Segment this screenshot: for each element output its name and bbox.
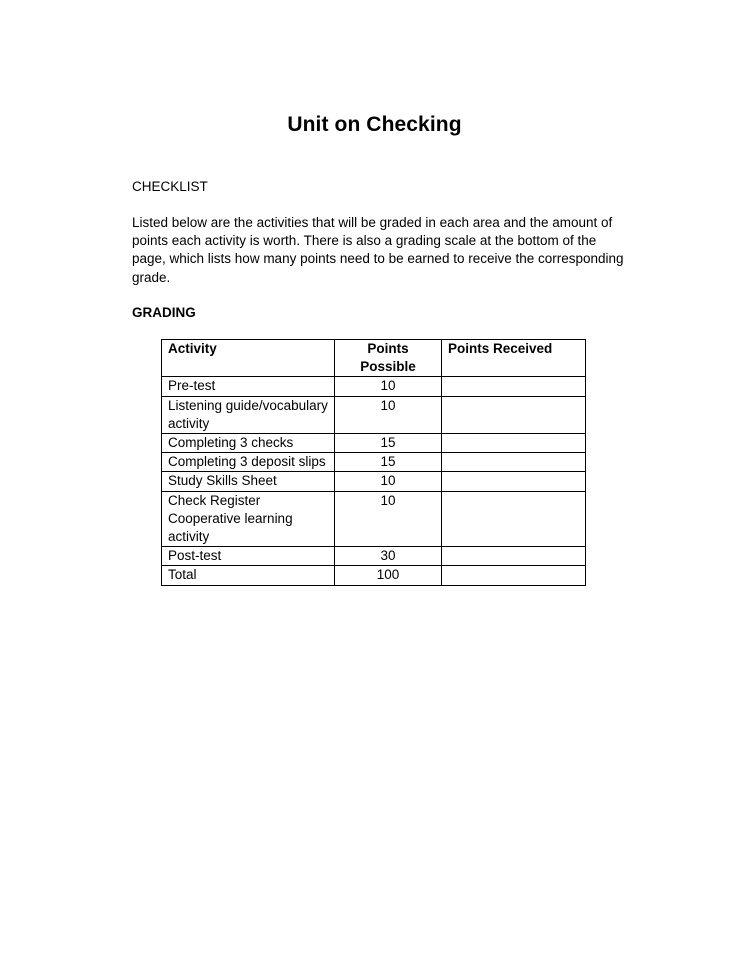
points-possible-cell: 10 xyxy=(335,472,442,491)
grading-heading: GRADING xyxy=(132,305,196,320)
points-possible-cell: 100 xyxy=(335,566,442,585)
points-received-cell xyxy=(442,472,586,491)
table-row xyxy=(162,566,586,585)
header-points-received: Points Received xyxy=(442,340,586,377)
header-activity: Activity xyxy=(162,340,335,377)
points-possible-cell: 10 xyxy=(335,491,442,547)
points-possible-cell: 10 xyxy=(335,396,442,433)
activity-cell: Completing 3 deposit slips xyxy=(162,453,335,472)
points-received-cell xyxy=(442,547,586,566)
table-row xyxy=(162,472,586,491)
points-possible-cell: 10 xyxy=(335,377,442,396)
points-received-cell xyxy=(442,566,586,585)
table-row xyxy=(162,396,586,433)
activity-cell: Pre-test xyxy=(162,377,335,396)
points-received-cell xyxy=(442,434,586,453)
table-row xyxy=(162,377,586,396)
intro-paragraph: Listed below are the activities that will be graded in each area and the amount of points each activity is worth. There is also a grading scale at the bottom of the page, which lists how many points need to be earned to receive the corresponding grade. xyxy=(132,215,624,285)
points-received-cell xyxy=(442,491,586,547)
section-label: CHECKLIST xyxy=(132,179,208,194)
points-received-cell xyxy=(442,453,586,472)
activity-cell: Listening guide/vocabulary activity xyxy=(162,396,335,433)
activity-cell: Study Skills Sheet xyxy=(162,472,335,491)
activity-cell: Completing 3 checks xyxy=(162,434,335,453)
points-possible-cell: 15 xyxy=(335,434,442,453)
activity-cell: Check Register Cooperative learning activity xyxy=(162,491,335,547)
table-row xyxy=(162,547,586,566)
table-row xyxy=(162,491,586,547)
grading-table xyxy=(161,339,586,586)
table-header-row xyxy=(162,340,586,377)
points-possible-cell: 15 xyxy=(335,453,442,472)
points-received-cell xyxy=(442,396,586,433)
table-row xyxy=(162,434,586,453)
activity-cell: Post-test xyxy=(162,547,335,566)
page-title: Unit on Checking xyxy=(287,113,462,136)
points-received-cell xyxy=(442,377,586,396)
activity-cell: Total xyxy=(162,566,335,585)
table-row xyxy=(162,453,586,472)
points-possible-cell: 30 xyxy=(335,547,442,566)
header-points-possible: Points Possible xyxy=(335,340,442,377)
